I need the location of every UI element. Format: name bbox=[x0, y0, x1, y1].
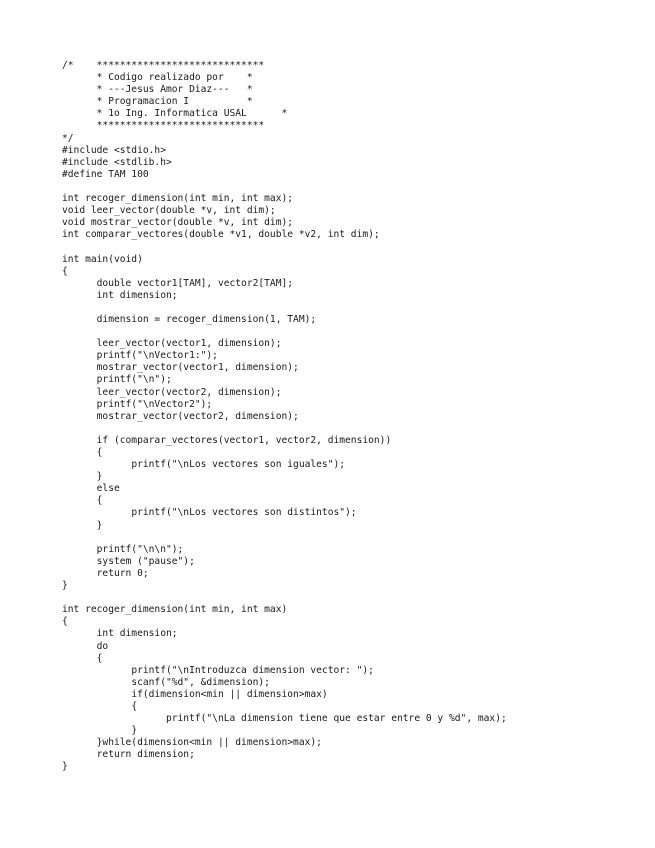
code-line: return dimension; bbox=[62, 749, 195, 761]
code-line bbox=[62, 532, 507, 544]
code-line: else bbox=[62, 483, 120, 495]
code-line: printf("\nLos vectores son iguales"); bbox=[62, 459, 346, 471]
code-line: } bbox=[62, 725, 138, 737]
code-line: * 1o Ing. Informatica USAL * bbox=[62, 108, 288, 120]
source-code-listing bbox=[62, 60, 507, 774]
code-line: dimension = recoger_dimension(1, TAM); bbox=[62, 313, 317, 325]
code-line: { bbox=[62, 652, 103, 664]
code-line: * Programacion I * bbox=[62, 96, 253, 108]
code-line: return 0; bbox=[62, 567, 149, 579]
code-line: { bbox=[62, 495, 103, 507]
code-line: if (comparar_vectores(vector1, vector2, dimension)) bbox=[62, 434, 392, 446]
code-line: leer_vector(vector1, dimension); bbox=[62, 338, 282, 350]
code-line bbox=[62, 326, 507, 338]
code-line: { bbox=[62, 265, 68, 277]
code-line: int dimension; bbox=[62, 289, 178, 301]
code-line bbox=[62, 181, 507, 193]
code-line: * ---Jesus Amor Diaz--- * bbox=[62, 84, 253, 96]
code-line bbox=[62, 592, 507, 604]
code-line: printf("\nIntroduzca dimension vector: "); bbox=[62, 664, 374, 676]
code-line: printf("\n"); bbox=[62, 374, 172, 386]
code-line: { bbox=[62, 700, 138, 712]
code-line: int recoger_dimension(int min, int max) bbox=[62, 604, 288, 616]
code-line: int main(void) bbox=[62, 253, 143, 265]
code-line bbox=[62, 302, 507, 314]
code-line: #include <stdio.h> bbox=[62, 144, 166, 156]
code-line: printf("\n\n"); bbox=[62, 543, 184, 555]
code-line: void mostrar_vector(double *v, int dim); bbox=[62, 217, 294, 229]
code-line: void leer_vector(double *v, int dim); bbox=[62, 205, 276, 217]
code-line: printf("\nLos vectores son distintos"); bbox=[62, 507, 357, 519]
code-line: mostrar_vector(vector1, dimension); bbox=[62, 362, 299, 374]
code-line: { bbox=[62, 447, 103, 458]
code-line: printf("\nVector1:"); bbox=[62, 350, 218, 362]
code-line: do bbox=[62, 640, 109, 652]
code-line: int dimension; bbox=[62, 628, 178, 640]
code-line: { bbox=[62, 616, 68, 628]
code-line: * Codigo realizado por * bbox=[62, 72, 253, 84]
code-line bbox=[62, 241, 507, 253]
code-line: } bbox=[62, 519, 103, 531]
code-line: scanf("%d", &dimension); bbox=[62, 676, 270, 688]
code-line: printf("\nVector2"); bbox=[62, 398, 213, 410]
code-line: system ("pause"); bbox=[62, 555, 195, 567]
code-line: }while(dimension<min || dimension>max); bbox=[62, 737, 322, 749]
code-line: mostrar_vector(vector2, dimension); bbox=[62, 410, 299, 422]
code-line: #include <stdlib.h> bbox=[62, 156, 172, 168]
code-line: } bbox=[62, 761, 68, 773]
code-line bbox=[62, 423, 507, 435]
code-line: #define TAM 100 bbox=[62, 168, 149, 180]
code-line: ***************************** bbox=[62, 120, 265, 132]
code-line: int comparar_vectores(double *v1, double *v2, int dim); bbox=[62, 229, 380, 241]
code-line: leer_vector(vector2, dimension); bbox=[62, 386, 282, 398]
code-line: double vector1[TAM], vector2[TAM]; bbox=[62, 277, 294, 289]
code-line: printf("\nLa dimension tiene que estar entre 0 y %d", max); bbox=[62, 713, 507, 725]
code-line: if(dimension<min || dimension>max) bbox=[62, 688, 328, 700]
code-line: } bbox=[62, 580, 68, 592]
code-line: int recoger_dimension(int min, int max); bbox=[62, 193, 294, 205]
code-line: */ bbox=[62, 132, 74, 144]
code-line: /* ***************************** bbox=[62, 60, 265, 71]
code-line: } bbox=[62, 471, 103, 483]
